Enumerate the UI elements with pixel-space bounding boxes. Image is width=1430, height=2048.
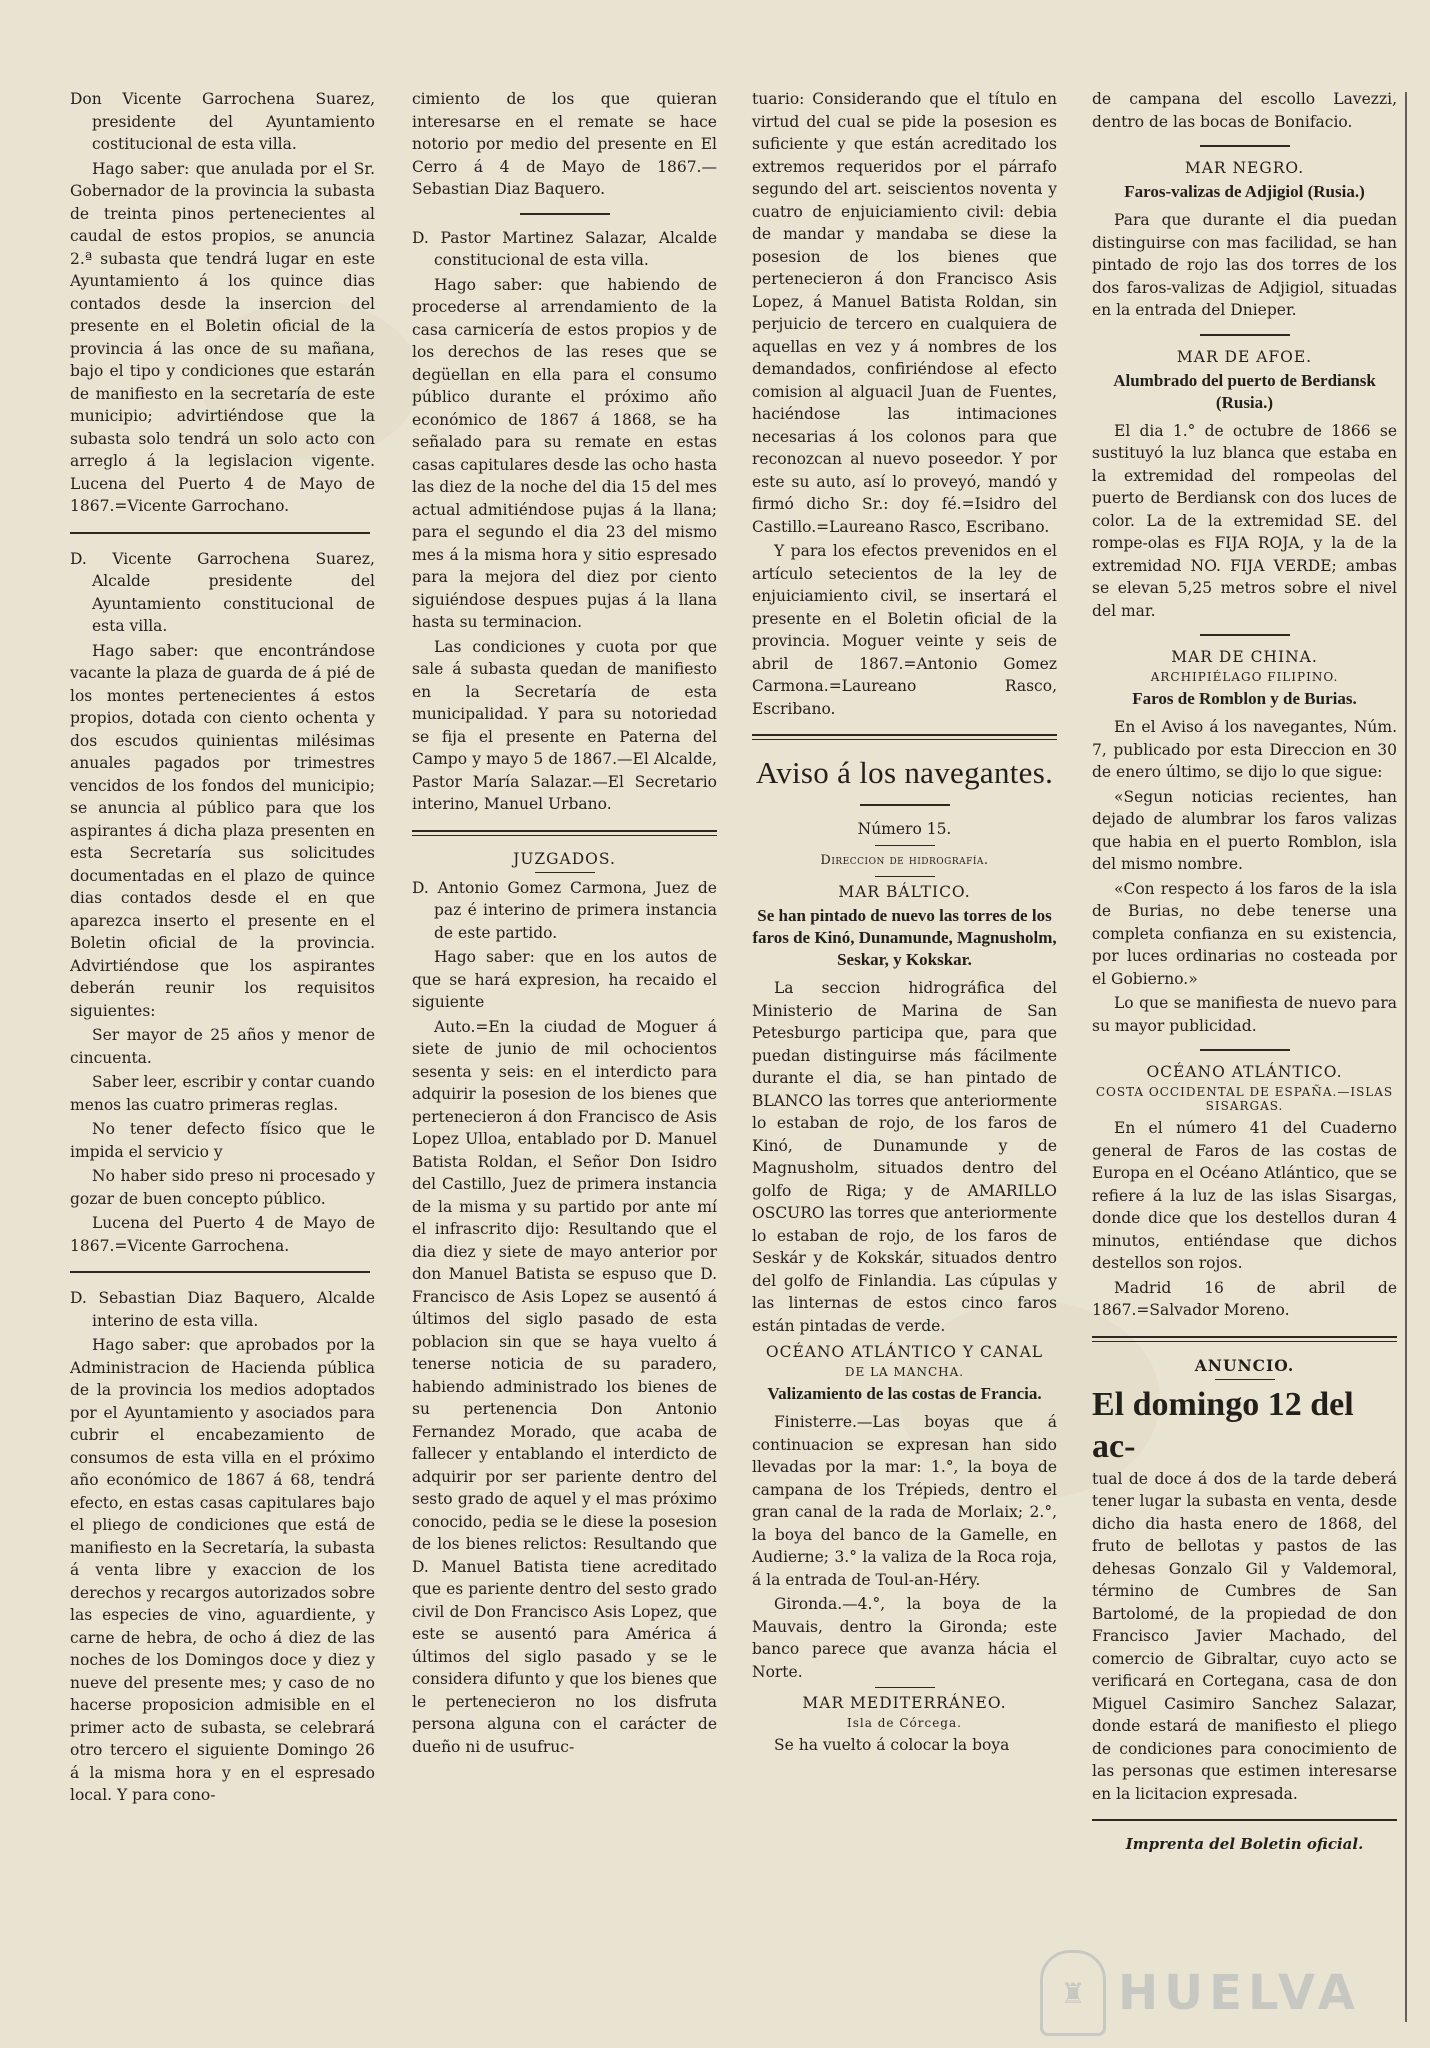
notice-body: Y para los efectos prevenidos en el artículo setecientos de la ley de enjuiciamiento civil, se insertará el presente en el Boletin oficial de la provincia. Moguer veinte y seis de abril de 1867.=Antonio Gomez Carmona.=Laureano Rasco, Escribano. [752,542,1057,718]
section-divider [1200,145,1290,147]
notice-body: Hago saber: que aprobados por la Administracion de Hacienda pública de la provincia los medios adoptados por el Ayuntamiento y asociados para cubrir el encabezamiento de consumos de esta villa en el próximo año económico de 1867 á 68, tendrá efecto, en estas casas capitulares bajo el pliego de condiciones que está de manifiesto en la Secretaría, la subasta á venta libre y exaccion de los derechos y recargos autorizados sobre las especies de vino, aguardiente, y carne de hebra, de ocho á diez de las noches de los Domingos doce y diez y nueve del presente mes; y caso de no hacerse proposicion admisible en el primer acto de subasta, se celebrará otro tercero el siguiente Domingo 26 á la misma hora y en el espresado local. Y para cono- [70,1336,375,1804]
notice-body: La seccion hidrográfica del Ministerio de Marina de San Petesburgo participa que, para que puedan distinguirse más fácilmente durante el dia, se han pintado de BLANCO las torres que anteriormente lo estaban de rojo, de los faros de Kinó, de Dunamunde y de Magnusholm, situados dentro del golfo de Riga; y de AMARILLO OSCURO las torres que anteriormente lo estaban de rojo, de los faros de Seskár y de Kokskár, situados dentro del golfo de Finlandia. Las cúpulas y las linternas de estos cinco faros están pintadas de verde. [752,979,1057,1335]
section-double-rule [752,734,1057,740]
section-divider [70,532,370,534]
section-title-juzgados: JUZGADOS. [513,849,616,868]
printer-imprint: Imprenta del Boletin oficial. [1125,1835,1364,1853]
notice-body: Hago saber: que anulada por el Sr. Gobernador de la provincia la subasta de treinta pinos pertenecientes al caudal de estos propios, se anuncia 2.ª subasta que tendrá lugar en este Ayuntamiento á los quince dias contados desde la insercion del presente en el Boletin oficial de la provincia á las once de su mañana, bajo el tipo y condiciones que estarán de manifiesto en la secretaría de este municipio; advirtiéndose que la subasta solo tendrá un solo acto con arreglo á la legislacion vigente. Lucena del Puerto 4 de Mayo de 1867.=Vicente Garrochano. [70,159,375,515]
notice-body: Lo que se manifiesta de nuevo para su mayor publicidad. [1092,994,1397,1035]
section-divider [520,213,610,215]
issue-number: Número 15. [857,820,952,838]
requirement-item: Ser mayor de 25 años y menor de cincuenta. [70,1026,375,1067]
sea-heading: MAR BÁLTICO. [838,883,971,901]
notice-signature: Lucena del Puerto 4 de Mayo de 1867.=Vicente Garrochena. [70,1214,375,1255]
sea-heading: MAR DE CHINA. [1171,648,1318,666]
notice-quote: «Con respecto á los faros de la isla de Burias, no debe tenerse una completa confianza en su existencia, por luces ordinarias no costeada por el Gobierno.» [1092,879,1397,988]
notice-heading: D. Sebastian Diaz Baquero, Alcalde interino de esta villa. [70,1289,375,1330]
coat-of-arms-icon: ♜ [1040,1950,1106,2036]
notice-continuation: de campana del escollo Lavezzi, dentro de las bocas de Bonifacio. [1092,90,1397,131]
sea-heading: MAR NEGRO. [1184,159,1305,177]
notice-body: Las condiciones y cuota por que sale á subasta quedan de manifiesto en la Secretaría de esta municipalidad. Y para su notoriedad se fija el presente en Paterna del Campo y mayo 5 de 1867.—El Alcalde, Pastor María Salazar.—El Secretario interino, Manuel Urbano. [412,637,717,813]
notice-heading: Don Vicente Garrochena Suarez, presidente del Ayuntamiento costitucional de esta villa. [70,90,375,153]
column-3 [752,88,1057,1759]
notice-body: Hago saber: que habiendo de procederse al arrendamiento de la casa carnicería de estos propios y de los derechos de las reses que se degüellan en ella para el consumo público durante el próximo año económico de 1867 á 1868, se ha señalado para su remate en estas casas capitulares desde las ocho hasta las diez de la noche del dia 15 del mes actual admitiéndose pujas á la llana; para el segundo el dia 23 del mismo mes á la misma hora y sitio espresado para la mejora del diez por ciento siguiéndose despues pujas á la llana hasta su terminacion. [412,275,717,631]
notice-body: Hago saber: que encontrándose vacante la plaza de guarda de á pié de los montes pertenecientes á estos propios, dotada con ciento ochenta y dos escudos quinientas milésimas anuales pagados por trimestres vencidos de los fondos del municipio; se anuncia al público para que los aspirantes á dicha plaza presenten en esta Secretaría sus solicitudes documentadas en el plazo de quince dias contados desde el en que aparezca inserto el presente en el Boletin oficial de la provincia. Advirtiéndose que los aspirantes deberán reunir los requisitos siguientes: [70,641,375,1020]
column-4 [1092,88,1397,1853]
requirement-item: No tener defecto físico que le impida el servicio y [70,1120,375,1161]
notice-body: Hago saber: que en los autos de que se hará expresion, ha recaido el siguiente [412,948,717,1011]
column-1 [70,88,375,1809]
section-divider [1200,1049,1290,1051]
section-divider [875,1687,935,1688]
direccion-heading: Direccion de hidrografía. [820,852,989,868]
section-double-rule [1092,1336,1397,1342]
column-2 [412,88,717,1760]
sea-heading: MAR DE AFOE. [1176,347,1313,366]
section-divider [70,1271,370,1273]
right-column-rule [1405,92,1407,2022]
notice-title: Faros-valizas de Adjigiol (Rusia.) [1124,182,1365,201]
notice-title: Alumbrado del puerto de Berdiansk (Rusia.) [1113,370,1376,412]
notice-heading: D. Vicente Garrochena Suarez, Alcalde presidente del Ayuntamiento constitucional de esta villa. [70,549,375,635]
sea-heading: MAR MEDITERRÁNEO. [802,1694,1007,1712]
section-title-aviso: Aviso á los navegantes. [755,755,1054,790]
notice-quote: «Segun noticias recientes, han dejado de alumbrar los faros valizas que habia en el puerto Romblon, isla del mismo nombre. [1092,787,1397,873]
section-divider [1200,334,1290,336]
notice-heading: D. Antonio Gomez Carmona, Juez de paz é interino de primera instancia de este partido. [412,878,717,942]
section-divider [535,872,595,873]
sea-subheading: ARCHIPIÉLAGO FILIPINO. [1150,670,1339,684]
sea-heading: OCÉANO ATLÁNTICO Y CANAL [765,1343,1044,1361]
notice-title: Faros de Romblon y de Burias. [1132,689,1357,708]
section-double-rule [412,830,717,836]
section-title-anuncio: ANUNCIO. [1194,1355,1295,1375]
notice-body: Finisterre.—Las boyas que á continuacion se expresan han sido llevadas por la mar: 1.°, la boya de campana de los Trépieds, dentro el gran canal de la rada de Morlaix; 2.°, la boya del banco de la Gamelle, en Audierne; 3.° la valiza de la Roca roja, á la entrada de Toul-an-Héry. [752,1413,1057,1589]
announcement-body: tual de doce á dos de la tarde deberá tener lugar la subasta en venta, desde dicho dia hasta enero de 1868, del fruto de bellotas y pastos de las dehesas Gonzalo Gil y Valdemoral, término de Cumbres de San Bartolomé, de la propiedad de don Francisco Javier Machado, del comercio de Gibraltar, cuyo acto se verificará en Cortegana, casa de don Miguel Casimiro Sanchez Salazar, donde estará de manifiesto el pliego de condiciones para conocimiento de las personas que estimen interesarse en la licitacion expresada. [1092,1469,1397,1803]
archive-watermark [1040,1948,1410,2038]
notice-body: Se ha vuelto á colocar la boya [774,1736,1010,1754]
sea-subheading: Isla de Córcega. [847,1716,962,1730]
notice-heading: D. Pastor Martinez Salazar, Alcalde constitucional de esta villa. [412,228,717,269]
notice-title: Se han pintado de nuevo las torres de los faros de Kinó, Dunamunde, Magnusholm, Seskar, y Kokskar. [752,906,1057,969]
sea-subheading: DE LA MANCHA. [844,1365,965,1379]
sea-heading: OCÉANO ATLÁNTICO. [1146,1063,1343,1081]
section-divider [1200,634,1290,636]
requirement-item: No haber sido preso ni procesado y gozar de buen concepto público. [70,1167,375,1208]
section-divider [875,845,935,846]
watermark-text: HUELVA [1118,1965,1361,2021]
notice-continuation: cimiento de los que quieran interesarse en el remate se hace notorio por medio del presente en El Cerro á 4 de Mayo de 1867.—Sebastian Diaz Baquero. [412,90,717,198]
notice-body: Gironda.—4.°, la boya de la Mauvais, dentro la Gironda; este banco parece que avanza hácia el Norte. [752,1595,1057,1681]
notice-title: Valizamiento de las costas de Francia. [767,1384,1042,1403]
notice-continuation: tuario: Considerando que el título en virtud del cual se pide la posesion es suficiente y que están acreditado los extremos requeridos por el párrafo segundo del art. seiscientos noventa y cuatro de enjuiciamiento civil: debia de mandar y mandaba se diese la posesion de los bienes que pertenecieron á don Francisco Asis Lopez, á Manuel Batista Roldan, sin perjuicio de tercero en cualquiera de aquellas en vez y á nombres de los demandados, confiriéndose al efecto comision al alguacil Juan de Fuentes, haciéndose las intimaciones necesarias á los colonos para que reconozcan al nuevo poseedor. Y por este su auto, así lo proveyó, mandó y firmó dicho Sr.: doy fé.=Isidro del Castillo.=Laureano Rasco, Escribano. [752,90,1057,536]
sea-subheading: COSTA OCCIDENTAL DE ESPAÑA.—ISLAS SISARGAS. [1095,1085,1394,1113]
notice-body: Para que durante el dia puedan distinguirse con mas facilidad, se han pintado de rojo las dos torres de los dos faros-valizas de Adjigiol, situadas en la entrada del Dnieper. [1092,211,1397,319]
notice-body: El dia 1.° de octubre de 1866 se sustituyó la luz blanca que estaba en la extremidad del rompeolas del puerto de Berdiansk con dos luces de color. La de la extremidad SE. del rompe-olas es FIJA ROJA, y la de la extremidad NO. FIJA VERDE; ambas se elevan 5,25 metros sobre el nivel del mar. [1092,421,1397,620]
notice-signature: Madrid 16 de abril de 1867.=Salvador Moreno. [1092,1278,1397,1319]
announcement-lead: El domingo 12 del ac- [1092,1385,1354,1465]
section-divider [1215,1379,1275,1380]
section-divider [875,876,935,877]
section-divider [860,804,950,806]
auto-text: Auto.=En la ciudad de Moguer á siete de junio de mil ochocientos sesenta y seis: en el interdicto para adquirir la posesion de los bienes que pertenecieron á don Francisco de Asis Lopez Ulloa, entablado por D. Manuel Batista Roldan, el Señor Don Isidro del Castillo, Juez de primera instancia de la misma y su partido por ante mí el infrascrito dijo: Resultando que el dia diez y siete de mayo anterior por don Manuel Batista se espuso que D. Francisco de Asis Lopez se ausentó á últimos del siglo pasado de esta poblacion sin que se haya vuelto á tenerse noticia de su paradero, habiendo administrado los bienes de su pertenencia Don Antonio Fernandez Morado, que acaba de fallecer y entablando el interdicto de adquirir por ser pariente dentro del sesto grado de aquel y el mas próximo conocido, pedia se le diese la posesion de los bienes relictos: Resultando que D. Manuel Batista tiene acreditado que es pariente dentro del sesto grado civil de Don Francisco Asis Lopez, que este se ausentó para América á últimos del siglo pasado y se le considera difunto y que los bienes que le pertenecieron no los disfruta persona alguna con el carácter de dueño ni de usufruc- [412,1017,717,1756]
notice-body: En el número 41 del Cuaderno general de Faros de las costas de Europa en el Océano Atlántico, que se refiere á la luz de las islas Sisargas, donde dice que los destellos duran 4 minutos, entiéndase que dichos destellos son rojos. [1092,1119,1397,1272]
section-divider [1092,1819,1397,1821]
notice-body: En el Aviso á los navegantes, Núm. 7, publicado por esta Direccion en 30 de enero último, se dijo lo que sigue: [1092,718,1397,781]
requirement-item: Saber leer, escribir y contar cuando menos las cuatro primeras reglas. [70,1073,375,1114]
